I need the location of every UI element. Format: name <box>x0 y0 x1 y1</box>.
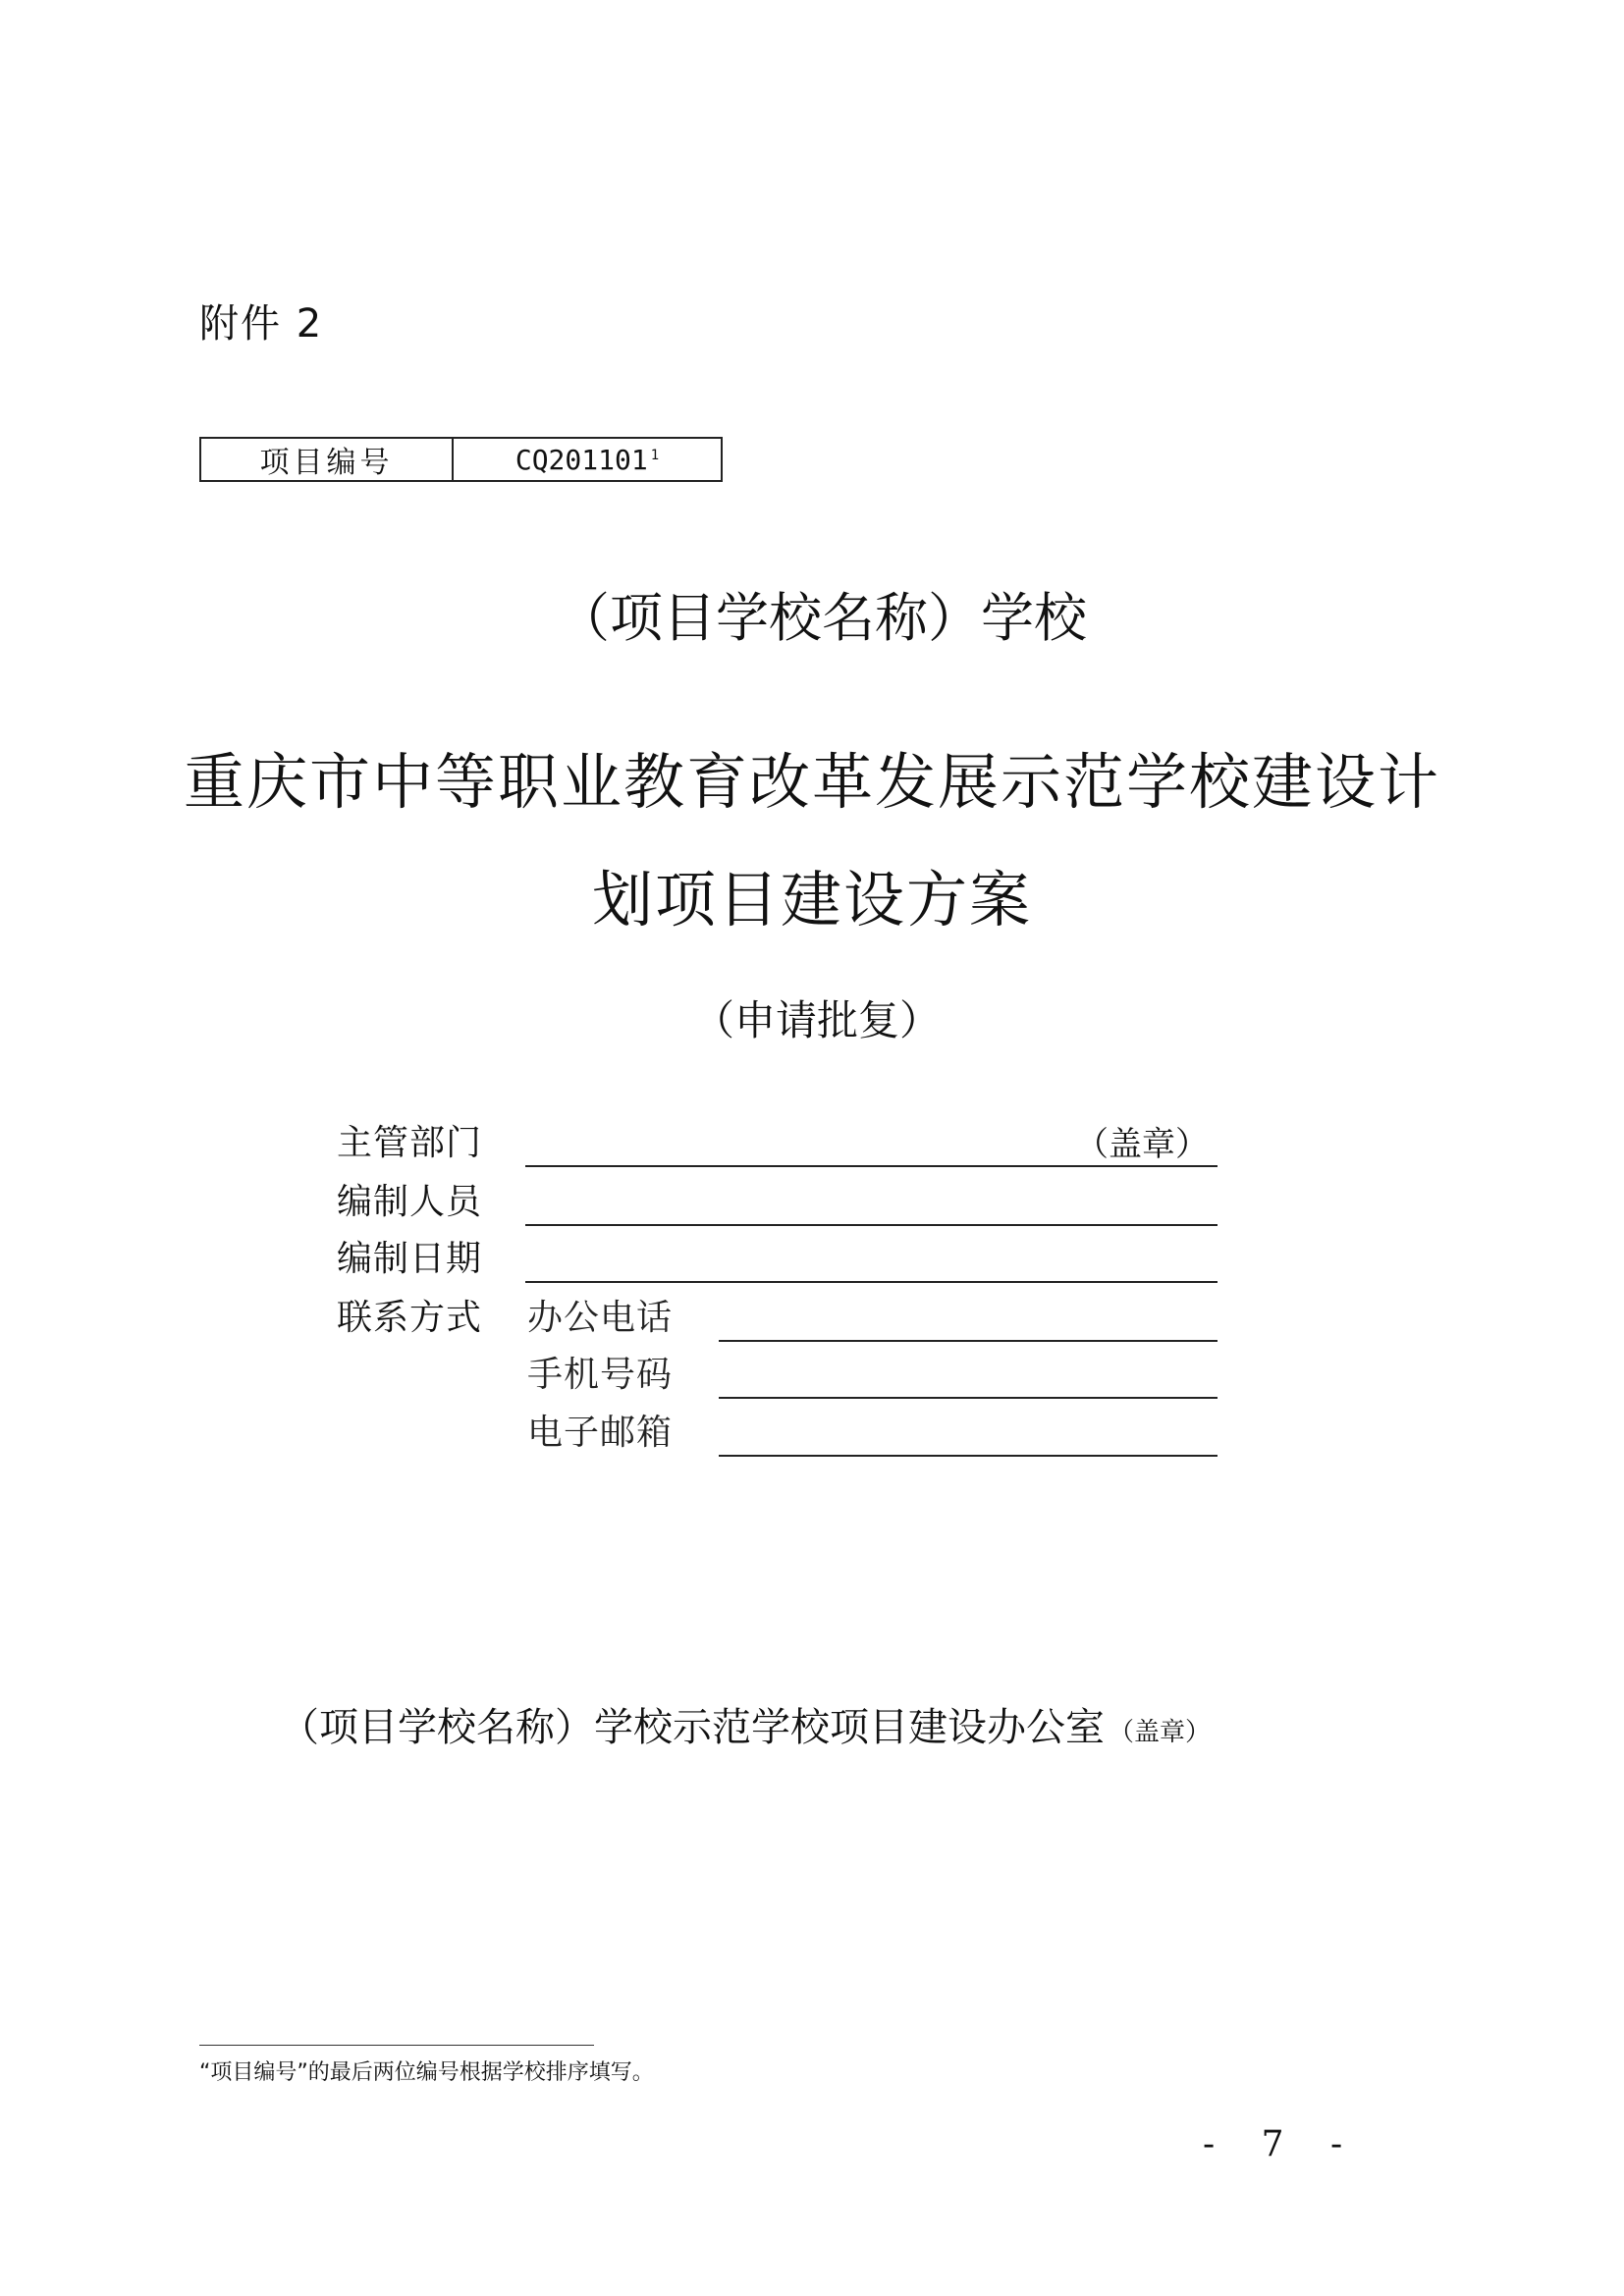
mobile-label: 手机号码 <box>527 1355 674 1395</box>
office-name: （项目学校名称）学校示范学校项目建设办公室 <box>280 1705 1105 1750</box>
footnote-mark: 1 <box>650 448 660 463</box>
department-label: 主管部门 <box>337 1123 483 1163</box>
footnote-text: “项目编号”的最后两位编号根据学校排序填写。 <box>199 2060 654 2085</box>
school-title: （项目学校名称）学校 <box>557 587 1087 649</box>
contact-label: 联系方式 <box>337 1298 483 1338</box>
department-seal-label: （盖章） <box>1075 1125 1209 1164</box>
mobile-field[interactable] <box>719 1397 1218 1399</box>
main-title-line-1: 重庆市中等职业教育改革发展示范学校建设计 <box>183 746 1440 818</box>
email-field[interactable] <box>719 1455 1218 1457</box>
date-label: 编制日期 <box>337 1239 483 1279</box>
office-seal-label: （盖章） <box>1109 1718 1212 1747</box>
office-phone-label: 办公电话 <box>527 1298 674 1338</box>
footnote-divider <box>199 2045 594 2046</box>
office-phone-field[interactable] <box>719 1340 1218 1342</box>
date-field[interactable] <box>525 1281 1218 1283</box>
project-code-label: 项目编号 <box>201 439 454 480</box>
main-title-line-2: 划项目建设方案 <box>591 864 1032 935</box>
subtitle: （申请批复） <box>692 996 941 1044</box>
attachment-label: 附件 2 <box>199 301 324 347</box>
project-code-table <box>199 437 723 482</box>
page-number: - 7 - <box>1203 2124 1361 2164</box>
preparers-label: 编制人员 <box>337 1182 483 1222</box>
preparers-field[interactable] <box>525 1224 1218 1226</box>
project-code-value: CQ201101 <box>514 443 648 476</box>
project-code-value-cell <box>454 439 721 480</box>
email-label: 电子邮箱 <box>527 1413 674 1453</box>
office-line <box>280 1693 1211 1767</box>
